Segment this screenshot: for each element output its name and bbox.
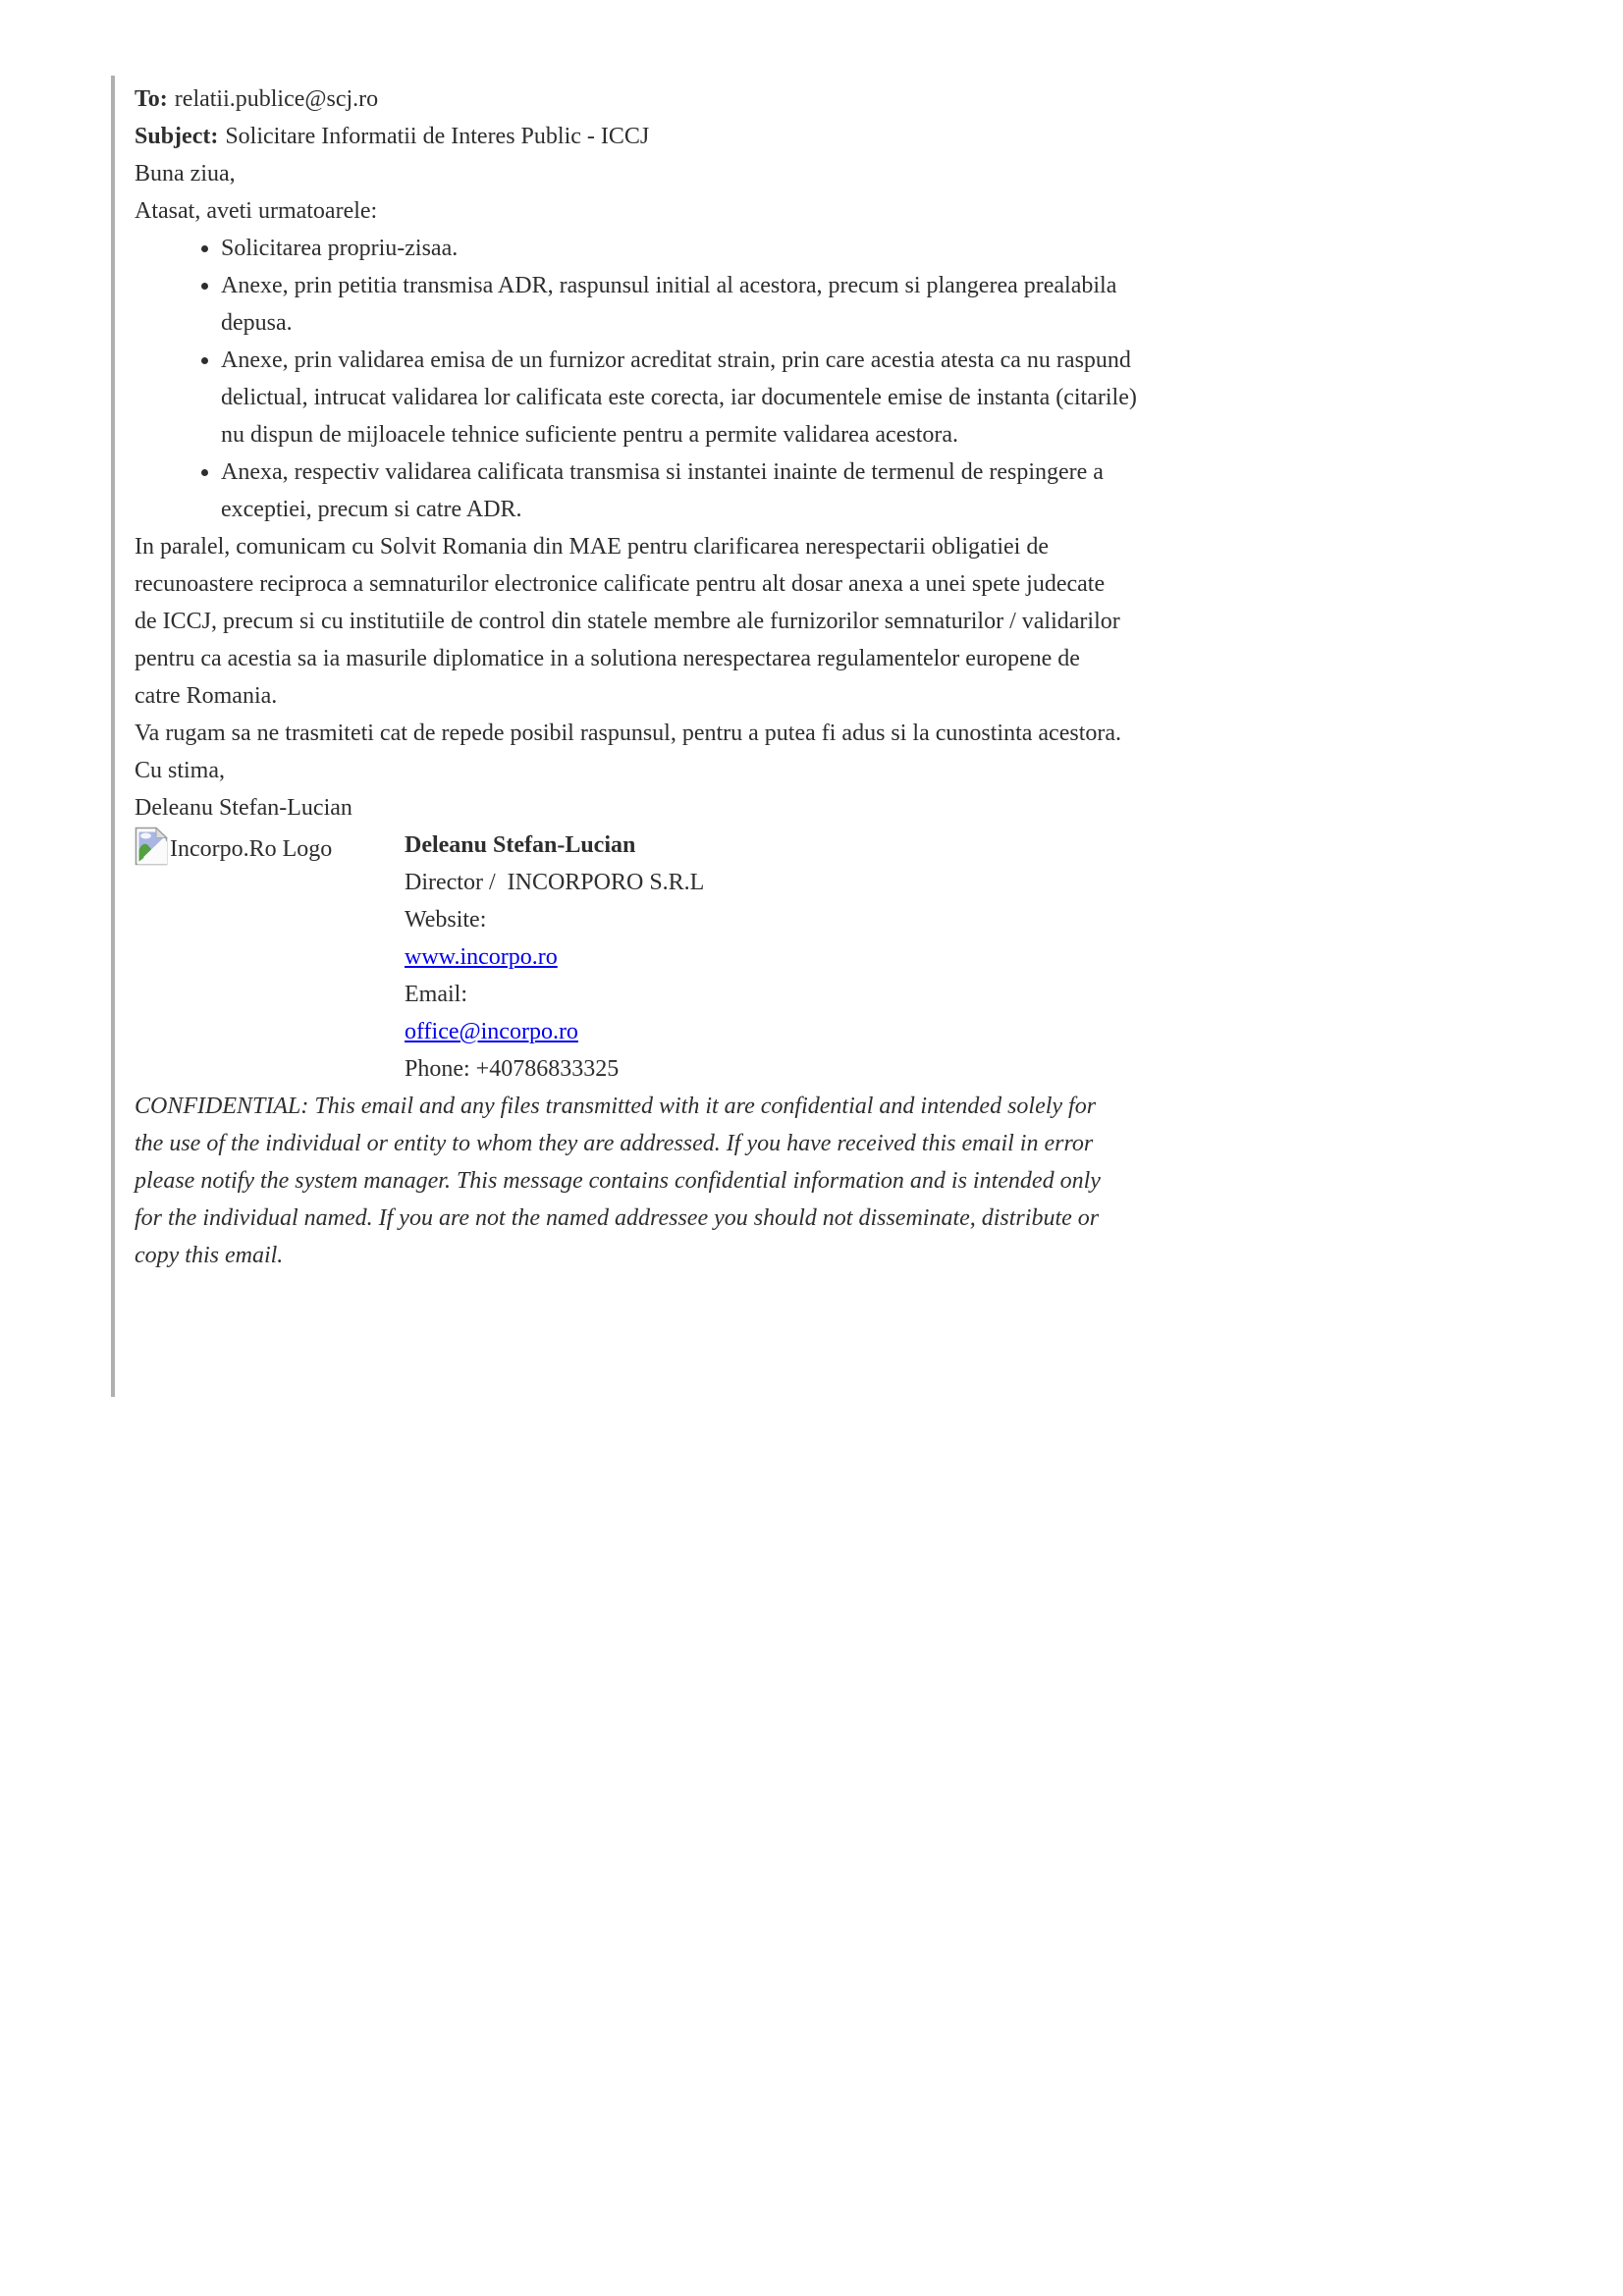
email-address-link[interactable]: office@incorpo.ro [405,1019,578,1044]
closing-salutation: Cu stima, [135,758,226,783]
intro-line: Atasat, aveti urmatoarele: [135,198,378,224]
solvit-paragraph: In paralel, comunicam cu Solvit Romania din MAE pentru clarificarea nerespectarii obligatiei de recunoastere reciproca a semnaturilor electronice calificate pentru alt dosar anexa a unei spete judecate de ICCJ, precum si cu institutiile de control din statele membre ale furnizorilor semnaturilor / validarilor pentru ca acestia sa ia masurile diplomatice in a solutiona nerespectarea regulamentelor europene de catre Romania. [135,534,1120,709]
signature-block [135,827,1564,1088]
signature-name: Deleanu Stefan-Lucian [405,832,636,858]
subject-label: Subject: [135,124,219,149]
to-value: relatii.publice@scj.ro [174,86,379,112]
signature-contact [405,901,704,1088]
broken-image-icon [135,827,168,878]
greeting: Buna ziua, [135,161,236,187]
to-line [135,80,1564,118]
list-item: • Anexe, prin validarea emisa de un furnizor acreditat strain, prin care acestia atesta ca nu raspund delictual, intrucat validarea lor calificata este corecta, iar documentele emise de instanta (citarile) nu dispun de mijloacele tehnice suficiente pentru a permite validarea acestora. [221,342,1564,454]
confidentiality-disclaimer: CONFIDENTIAL: This email and any files transmitted with it are confidential and intended solely for the use of the individual or entity to whom they are addressed. If you have received this email in error please notify the system manager. This message contains confidential information and is intended only for the individual named. If you are not the named addressee you should not disseminate, distribute or copy this email. [135,1094,1101,1268]
logo-alt-text: Incorpo.Ro Logo [170,836,333,862]
email-meta [135,80,1564,155]
subject-line [135,118,1564,155]
signature-logo-cell [135,827,405,878]
request-paragraph: Va rugam sa ne trasmiteti cat de repede posibil raspunsul, pentru a putea fi adus si la cunostinta acestora. [135,721,1122,746]
list-item: • Solicitarea propriu-zisaa. [221,230,1564,267]
list-item: • Anexe, prin petitia transmisa ADR, raspunsul initial al acestora, precum si plangerea prealabila depusa. [221,267,1564,342]
attachments-list [135,230,1564,528]
signature-details-cell [405,827,704,1088]
quoted-email-body [111,76,1564,1397]
to-label: To: [135,86,168,112]
subject-value: Solicitare Informatii de Interes Public - ICCJ [225,124,650,149]
website-link[interactable]: www.incorpo.ro [405,944,558,970]
list-item: • Anexa, respectiv validarea calificata transmisa si instantei inainte de termenul de respingere a exceptiei, precum si catre ADR. [221,454,1564,528]
website-label: Website: [405,907,487,933]
sender-name: Deleanu Stefan-Lucian [135,795,352,821]
email-label: Email: [405,982,467,1007]
phone-line: Phone: +40786833325 [405,1056,620,1082]
signature-title: Director / INCORPORO S.R.L [405,870,705,895]
